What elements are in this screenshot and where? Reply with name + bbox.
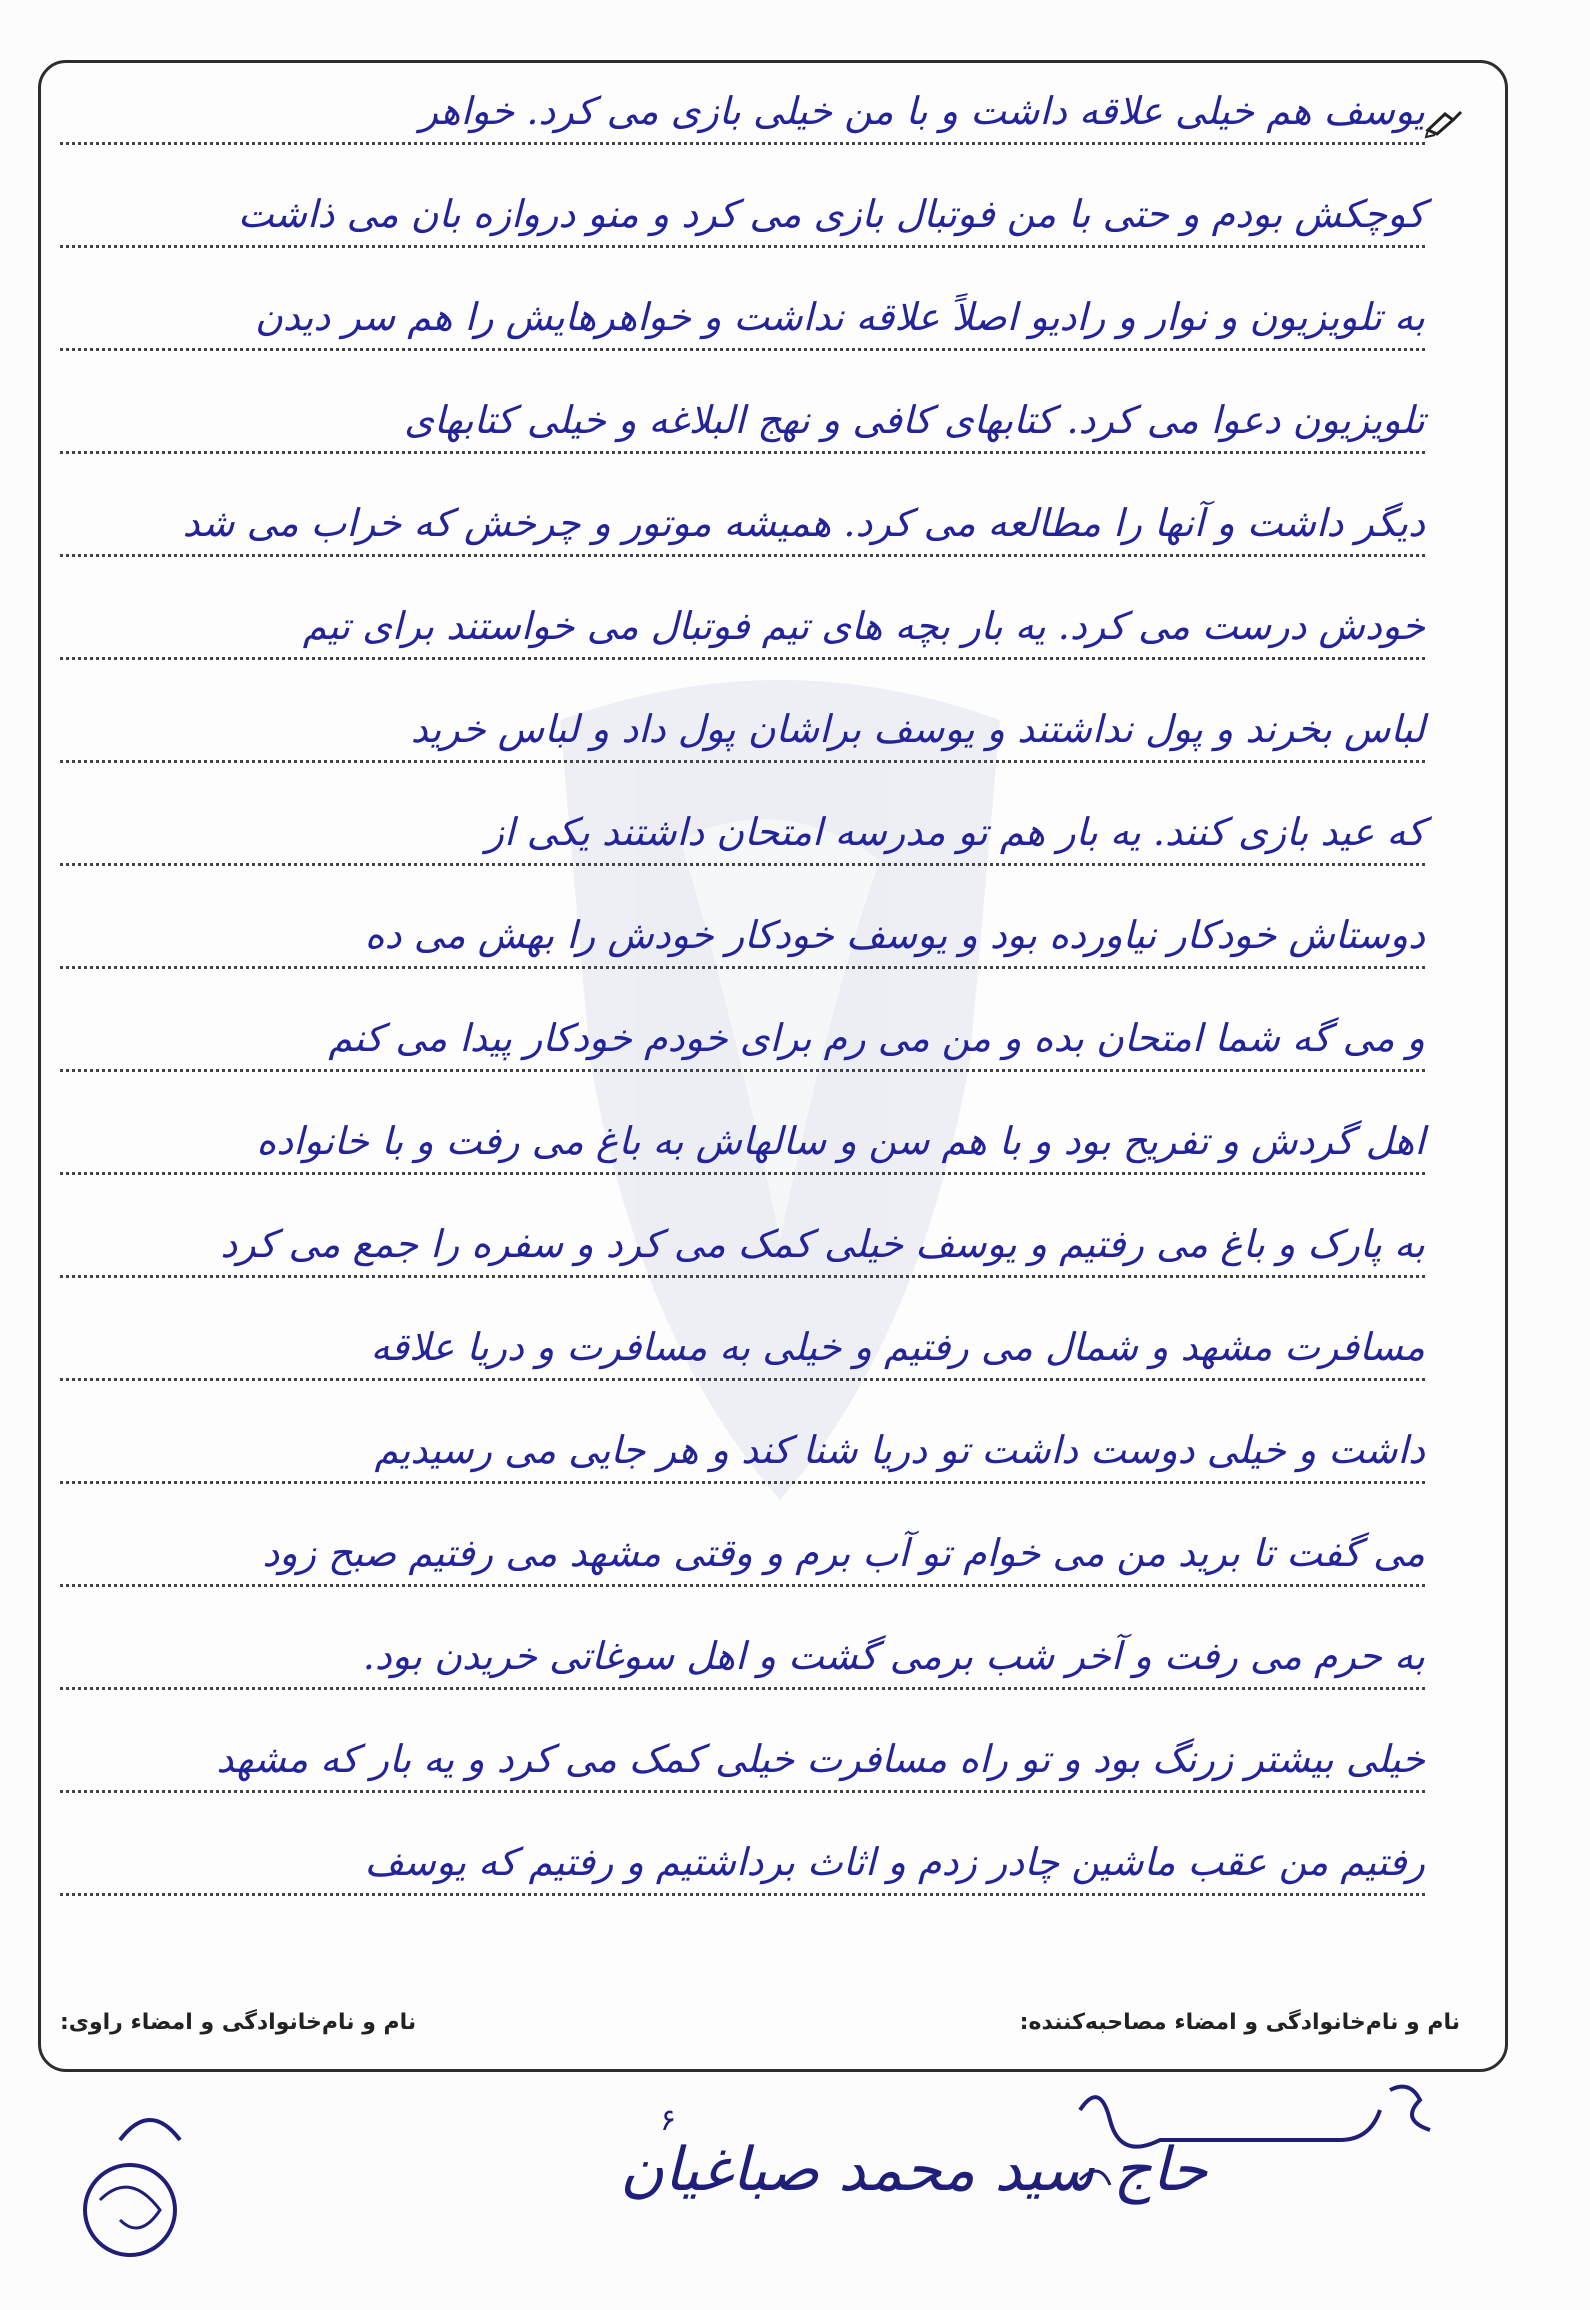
text-line bbox=[60, 89, 1425, 145]
line-text: خیلی بیشتر زرنگ بود و تو راه مسافرت خیلی کمک می کرد و یه بار که مشهد bbox=[216, 1737, 1425, 1781]
line-text: رفتیم من عقب ماشین چادر زدم و اثاث برداشتیم و رفتیم که یوسف bbox=[364, 1840, 1425, 1884]
text-line bbox=[60, 1325, 1425, 1381]
text-line bbox=[60, 1840, 1425, 1896]
line-text: دوستاش خودکار نیاورده بود و یوسف خودکار خودش را بهش می ده bbox=[364, 913, 1425, 957]
line-text: اهل گردش و تفریح بود و با هم سن و سالهاش به باغ می رفت و با خانواده bbox=[256, 1119, 1425, 1163]
line-text: می گفت تا برید من می خوام تو آب برم و وقتی مشهد می رفتیم صبح زود bbox=[262, 1531, 1425, 1575]
text-line bbox=[60, 1737, 1425, 1793]
text-line bbox=[60, 1222, 1425, 1278]
interviewer-signature-label: نام و نام‌خانوادگی و امضاء مصاحبه‌کننده: bbox=[1019, 2010, 1460, 2035]
text-line bbox=[60, 810, 1425, 866]
line-text: یوسف هم خیلی علاقه داشت و با من خیلی بازی می کرد. خواهر bbox=[419, 89, 1425, 133]
line-text: خودش درست می کرد. یه بار بچه های تیم فوتبال می خواستند برای تیم bbox=[302, 604, 1425, 648]
line-text: به حرم می رفت و آخر شب برمی گشت و اهل سوغاتی خریدن بود. bbox=[362, 1634, 1425, 1678]
line-text: که عید بازی کنند. یه بار هم تو مدرسه امتحان داشتند یکی از bbox=[485, 810, 1425, 854]
text-line bbox=[60, 501, 1425, 557]
text-line bbox=[60, 1634, 1425, 1690]
narrator-signature-text: حاج سید محمد صباغیان bbox=[620, 2135, 1208, 2205]
text-line bbox=[60, 913, 1425, 969]
line-text: مسافرت مشهد و شمال می رفتیم و خیلی به مسافرت و دریا علاقه bbox=[370, 1325, 1425, 1369]
narrator-signature bbox=[60, 2080, 1208, 2280]
text-line bbox=[60, 1531, 1425, 1587]
text-line bbox=[60, 707, 1425, 763]
pen-icon bbox=[1425, 108, 1465, 138]
line-text: به پارک و باغ می رفتیم و یوسف خیلی کمک می کرد و سفره را جمع می کرد bbox=[220, 1222, 1425, 1266]
line-text: و می گه شما امتحان بده و من می رم برای خودم خودکار پیدا می کنم bbox=[328, 1016, 1425, 1060]
text-line bbox=[60, 1016, 1425, 1072]
text-line bbox=[60, 192, 1425, 248]
line-text: داشت و خیلی دوست داشت تو دریا شنا کند و هر جایی می رسیدیم bbox=[374, 1428, 1425, 1472]
line-text: به تلویزیون و نوار و رادیو اصلاً علاقه نداشت و خواهرهایش را هم سر دیدن bbox=[254, 295, 1425, 339]
signature-labels bbox=[60, 2010, 1460, 2050]
text-line bbox=[60, 1428, 1425, 1484]
text-line bbox=[60, 1119, 1425, 1175]
line-text: دیگر داشت و آنها را مطالعه می کرد. همیشه موتور و چرخش که خراب می شد bbox=[182, 501, 1425, 545]
narrator-signature-label: نام و نام‌خانوادگی و امضاء راوی: bbox=[60, 2010, 417, 2035]
text-line bbox=[60, 604, 1425, 660]
text-line bbox=[60, 398, 1425, 454]
line-text: کوچکش بودم و حتی با من فوتبال بازی می کرد و منو دروازه بان می ذاشت bbox=[237, 192, 1425, 236]
text-line bbox=[60, 295, 1425, 351]
narrator-note: ۶ bbox=[660, 2103, 677, 2138]
line-text: لباس بخرند و پول نداشتند و یوسف براشان پول داد و لباس خرید bbox=[410, 707, 1425, 751]
line-text: تلویزیون دعوا می کرد. کتابهای کافی و نهج البلاغه و خیلی کتابهای bbox=[404, 398, 1425, 442]
watermark-emblem-icon bbox=[500, 640, 1060, 1540]
